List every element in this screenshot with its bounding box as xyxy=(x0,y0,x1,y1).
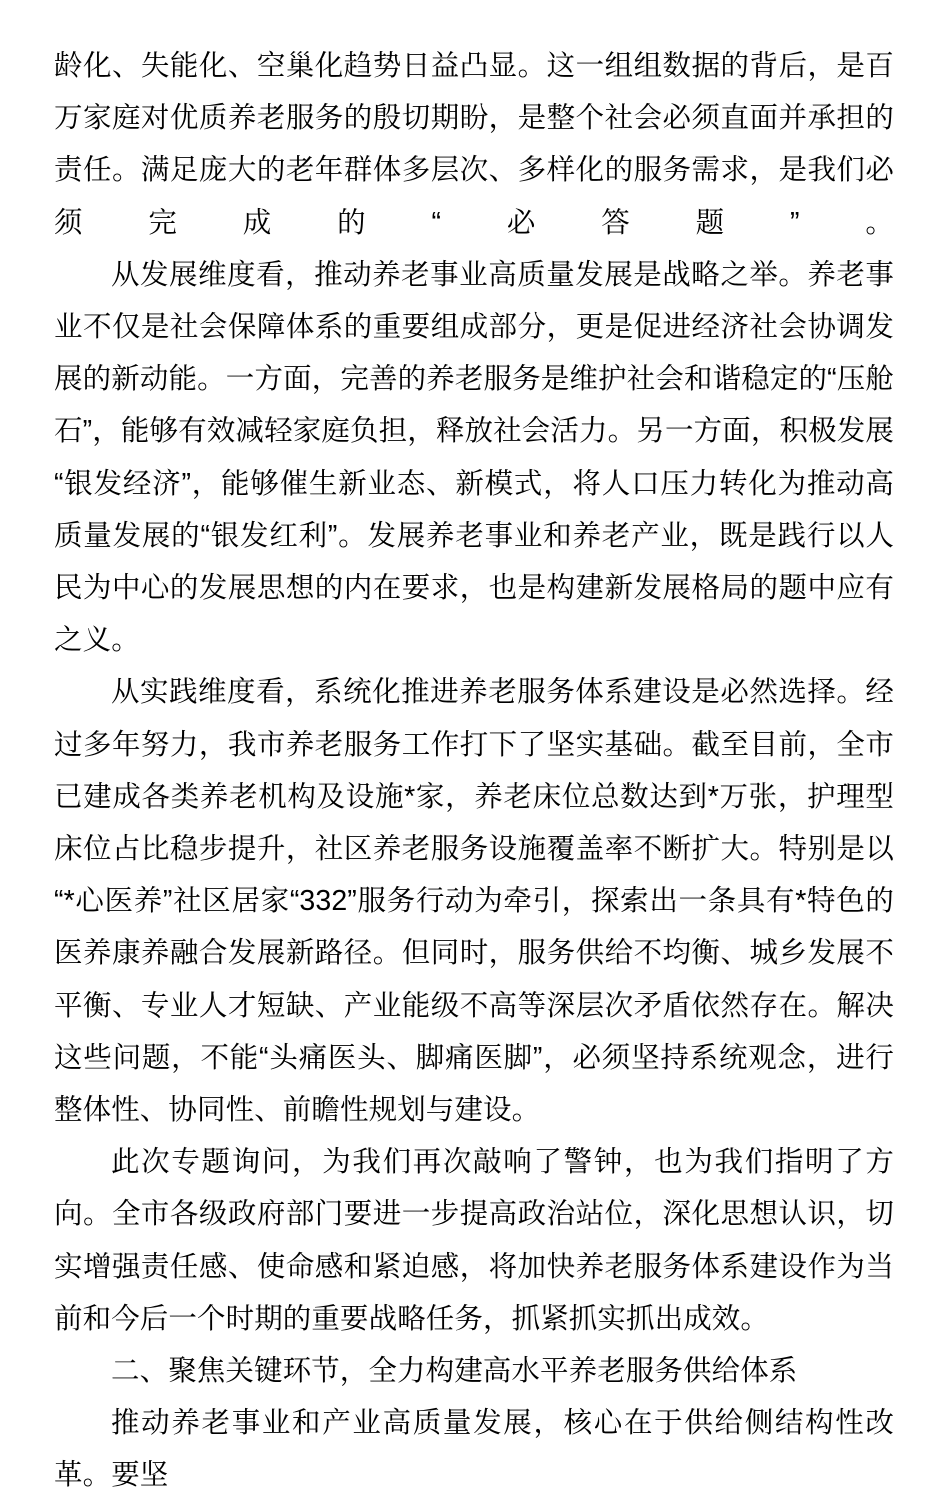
paragraph-special-inquiry: 此次专题询问，为我们再次敲响了警钟，也为我们指明了方向。全市各级政府部门要进一步提高政治站位，深化思想认识，切实增强责任感、使命感和紧迫感，将加快养老服务体系建设作为当前和今后一个时期的重要战略任务，抓紧抓实抓出成效。 xyxy=(54,1146,894,1335)
paragraph-practice-dimension: 从实践维度看，系统化推进养老服务体系建设是必然选择。经过多年努力，我市养老服务工作打下了坚实基础。截至目前，全市已建成各类养老机构及设施*家，养老床位总数达到*万张，护理型床位占比稳步提升，社区养老服务设施覆盖率不断扩大。特别是以“*心医养”社区居家“332”服务行动为牵引，探索出一条具有*特色的医养康养融合发展新路径。但同时，服务供给不均衡、城乡发展不平衡、专业人才短缺、产业能级不高等深层次矛盾依然存在。解决这些问题，不能“头痛医头、脚痛医脚”，必须坚持系统观念，进行整体性、协同性、前瞻性规划与建设。 xyxy=(54,676,894,1127)
paragraph-development-dimension: 从发展维度看，推动养老事业高质量发展是战略之举。养老事业不仅是社会保障体系的重要组成部分，更是促进经济社会协调发展的新动能。一方面，完善的养老服务是维护社会和谐稳定的“压舱石”，能够有效减轻家庭负担，释放社会活力。另一方面，积极发展“银发经济”，能够催生新业态、新模式，将人口压力转化为推动高质量发展的“银发红利”。发展养老事业和养老产业，既是践行以人民为中心的发展思想的内在要求，也是构建新发展格局的题中应有之义。 xyxy=(54,258,894,657)
paragraph-continuation: 龄化、失能化、空巢化趋势日益凸显。这一组组数据的背后，是百万家庭对优质养老服务的殷切期盼，是整个社会必须直面并承担的责任。满足庞大的老年群体多层次、多样化的服务需求，是我们必须完成的“必答题”。 xyxy=(54,50,894,239)
document-text-column xyxy=(54,40,894,1502)
paragraph-supply-side-reform: 推动养老事业和产业高质量发展，核心在于供给侧结构性改革。要坚 xyxy=(54,1407,894,1492)
section-heading-two: 二、聚焦关键环节，全力构建高水平养老服务供给体系 xyxy=(111,1355,798,1388)
